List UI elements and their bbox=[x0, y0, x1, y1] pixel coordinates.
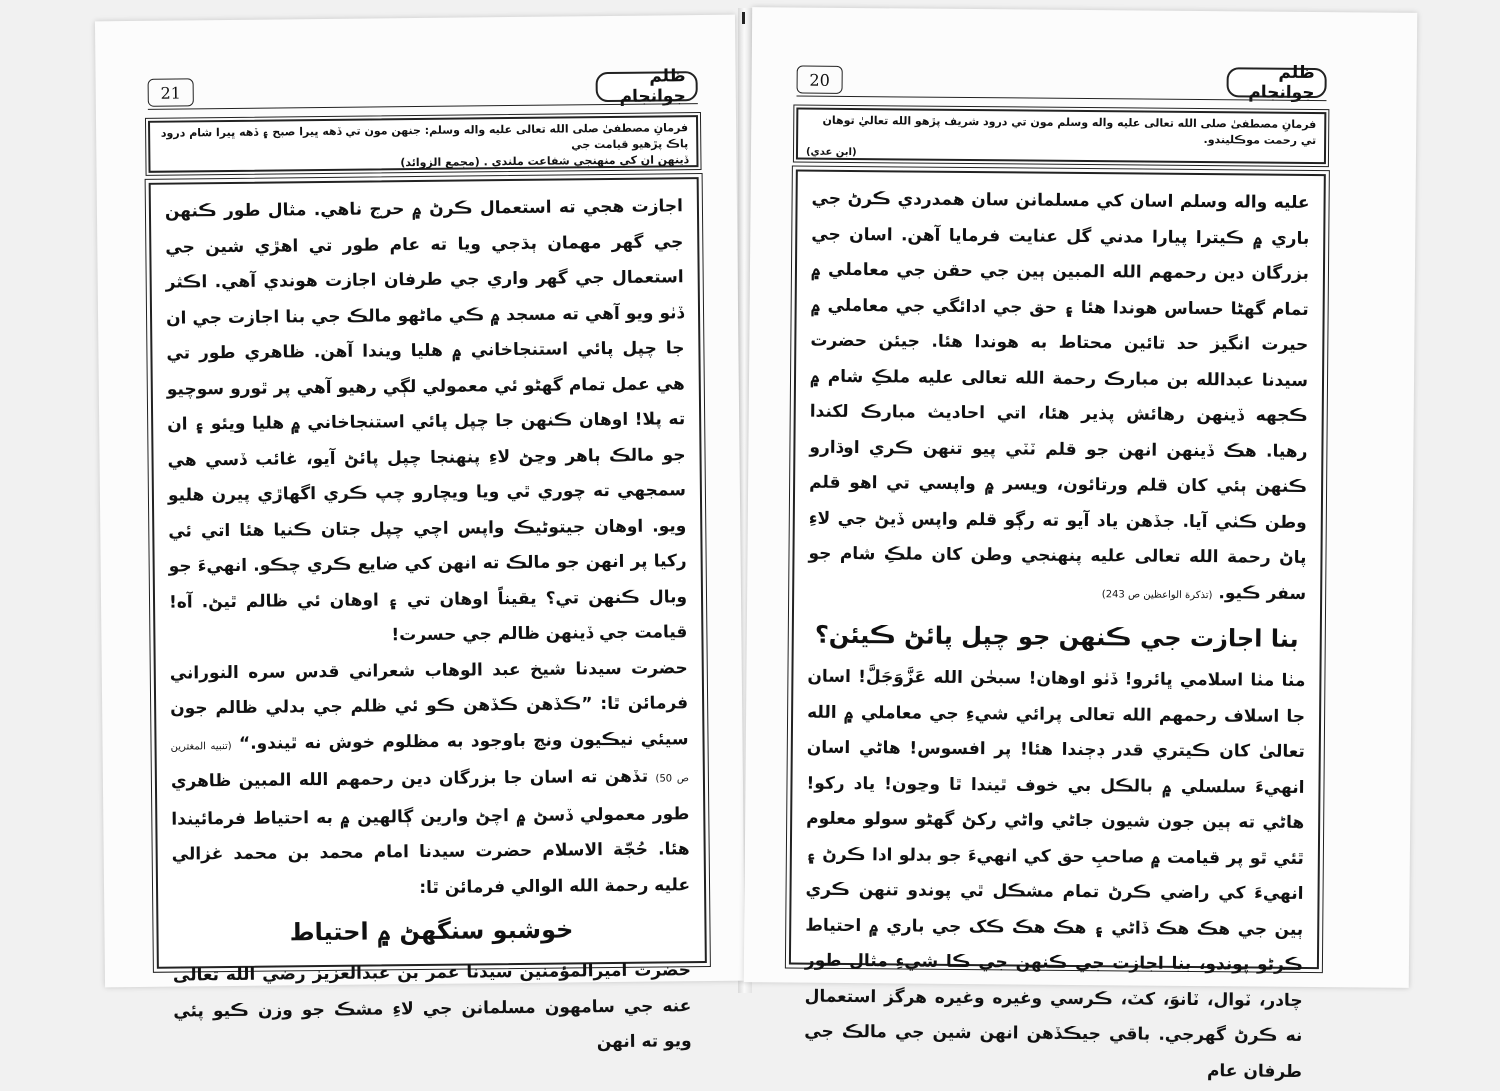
paragraph-text: حضرت سيدنا شيخ عبد الوهاب شعراني قدس سره النوراني فرمائن ٿا: ”ڪڏهن ڪڏهن ڪو ئي ظلم جي بدلي ظالم جون سيئي نيڪيون ونڃ باوجود به مظلوم خوش نه ٿيندو.“ bbox=[169, 657, 689, 754]
paragraph-text: تڏهن ته اسان جا بزرگان دين رحمهم الله المبين ظاهري طور معمولي ڏسڻ ۾ اچڻ وارين ڳالهين ۾ به احتياط فرمائيندا هئا. حُجّة الاسلام حضرت سيدنا امام محمد بن محمد غزالي عليه رحمة الله الوالي فرمائن ٿا: bbox=[170, 766, 691, 898]
section-heading: خوشبو سنگهڻ ۾ احتياط bbox=[289, 915, 574, 947]
page-body bbox=[164, 189, 692, 1053]
book-title: ظلم جوانجام bbox=[596, 71, 698, 102]
section-heading: بنا اجازت جي ڪنهن جو چپل پائڻ ڪيئن؟ bbox=[814, 620, 1299, 653]
page-body bbox=[804, 182, 1310, 1082]
hadith-line-1: فرمانِ مصطفیٰ صلى الله تعالى عليه واله وسلم مون تي درود شريف پڙهو الله تعاليٰ توهان تي رحمت موڪليندو. bbox=[822, 113, 1317, 148]
content-frame bbox=[789, 170, 1326, 1082]
paragraph: اجازت هجي ته استعمال ڪرڻ ۾ حرج ناهي. مثال طور ڪنهن جي گهر مهمان ٻڌجي ويا ته عام طور تي اهڙي شين جي استعمال جي گهر واري جي طرفان اجازت هوندي آهي. اڪثر ڏٺو ويو آهي ته مسجد ۾ ڪي ماڻهو مالڪ جي بنا اجازت جي ان جا چپل پائي استنجاخاني ۾ هليا ويندا آهن. ظاهري طور تي هي عمل تمام گهڻو ئي معمولي لڳي رهيو آهي پر ٿورو سوچيو ته پلا! اوهان ڪنهن جا چپل پائي استنجاخاني ۾ هليا ويئو ۽ ان جو مالڪ ٻاهر وڃڻ لاءِ پنهنجا چپل پائڻ آيو، غائب ڏسي هي سمجهي ته چوري ٿي ويا ويچارو چپ ڪري اگهاڙي پيرن هليو ويو. اوهان جيتوڻيڪ واپس اچي چپل جتان ڪنيا هئا اتي ئي رکيا پر انهن جو مالڪ ته انهن کي ضايع ڪري چڪو. انهيءَ جو وبال ڪنهن تي؟ يقيناً اوهان تي ۽ اوهان ئي ظالم ٿيڻ. آه! قيامت جي ڏينهن ظالم جي حسرت! bbox=[164, 196, 688, 646]
citation: (تنبيه المغترين ص 50) bbox=[170, 740, 689, 785]
right-page bbox=[744, 7, 1417, 1082]
hadith-box bbox=[796, 108, 1326, 165]
hadith-box bbox=[148, 115, 699, 173]
paragraph-text: عليه واله وسلم اسان کي مسلمانن سان همدردي ڪرڻ جي باري ۾ ڪيترا پيارا مدني گل عنايت فرمايا آهن. اسان جي بزرگان دين رحمهم الله المبين ٻين جي حقن جي معاملي ۾ تمام گهڻا حساس هوندا هئا ۽ حق جي ادائگي جي معاملي ۾ حيرت انگيز حد تائين محتاط به هوندا هئا. جيئن حضرت سيدنا عبدالله بن مبارڪ رحمة الله تعالى عليه ملڪِ شام ۾ ڪجهه ڏينهن رهائش پذير هئا، اتي احاديث مبارڪ لکندا رهيا. هڪ ڏينهن انهن جو قلم ٽٽي پيو تنهن ڪري اوڌارو ڪنهن ٻئي کان قلم ورتائون، ويسر ۾ واپسي تي اهو قلم وطن ڪٺي آيا. جڏهن ياد آيو ته رڳو قلم واپس ڏيڻ جي لاءِ پاڻ رحمة الله تعالى عليه پنهنجي وطن کان ملڪِ شام جو سفر ڪيو. bbox=[808, 188, 1310, 604]
spine-mark bbox=[742, 12, 745, 24]
paragraph: حضرت اميرالمؤمنين سيدنا عمر بن عبدالعزيز رضي الله تعالى عنه جي سامهون مسلمانن جي لاءِ مشڪ جو وزن ڪيو پئي ويو ته انهن bbox=[172, 960, 692, 1053]
paragraph: مٺا مٺا اسلامي ڀائرو! ڏٺو اوهان! سبحٰن الله عَزَّوَجَلَّ! اسان جا اسلاف رحمهم الله تعالى پرائي شيءِ جي معاملي ۾ الله تعالىٰ کان ڪيتري قدر ڊڄندا هئا! پر افسوس! هاڻي اسان انهيءَ سلسلي ۾ بالڪل بي خوف ٿيندا ٿا وڃون! ياد رکو! هاڻي ته ٻين جون شيون جاڻي واڻي رکڻ گهڻو سولو معلوم ٿئي ٿو پر قيامت ۾ صاحبِ حق کي انهيءَ جو بدلو ادا ڪرڻ ۽ انهيءَ کي راضي ڪرڻ تمام مشڪل ٿي پوندو تنهن ڪري ٻين جي هڪ هڪ ڏاڻي ۽ هڪ هڪ ڪک جي باري ۾ احتياط ڪرڻو پوندو، بنا اجازت جي ڪنهن جي ڪا شيءِ مثال طور چادر، ٽوال، ٽانوَ، کٽ، ڪرسي وغيره وغيره هرگز استعمال نه ڪرڻ گهرجي. باقي جيڪڏهن انهن شين جي مالڪ جي طرفان عام bbox=[804, 666, 1306, 1082]
hadith-source: (مجمع الزوائد) bbox=[400, 155, 480, 170]
page-number: 21 bbox=[148, 78, 194, 106]
hadith-line-1: فرمانِ مصطفیٰ صلى الله تعالى عليه واله وسلم: جنهن مون تي ڏهه ڀيرا صبح ۽ ڏهه ڀيرا شام درود پاڪ پڙهيو قيامت جي bbox=[160, 121, 689, 152]
book-title: ظلم جوانجام bbox=[1226, 67, 1326, 98]
citation: (تذكرة الواعظين ص 243) bbox=[1101, 588, 1213, 601]
hadith-line-2: ڏينهن ان کي منهنجي شفاعت ملندي . bbox=[483, 153, 689, 169]
content-frame bbox=[149, 177, 707, 1053]
page-number: 20 bbox=[797, 66, 843, 94]
hadith-source: (ابن عدي) bbox=[805, 146, 857, 159]
left-page bbox=[95, 15, 745, 1053]
paragraph bbox=[170, 651, 691, 909]
paragraph bbox=[808, 182, 1310, 614]
